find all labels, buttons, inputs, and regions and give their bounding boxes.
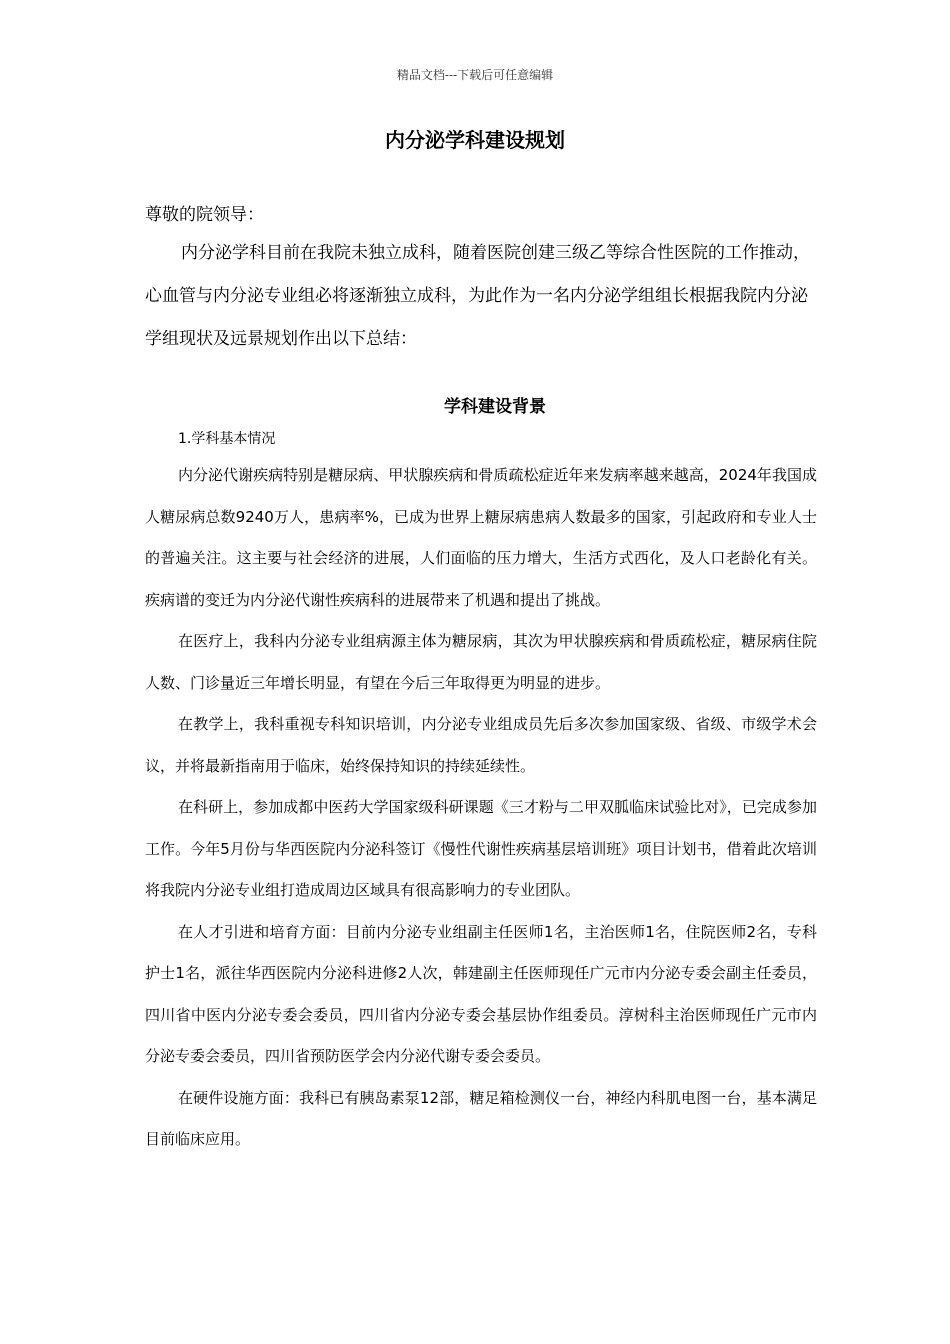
salutation: 尊敬的院领导： xyxy=(145,205,264,225)
intro-paragraph: 内分泌学科目前在我院未独立成科，随着医院创建三级乙等综合性医院的工作推动，心血管与内分泌专业组必将逐渐独立成科，为此作为一名内分泌学组组长根据我院内分泌学组现状及远景规划作出以下总结： xyxy=(145,243,810,349)
document-title: 内分泌学科建设规划 xyxy=(385,128,565,152)
subsection-heading: 1.学科基本情况 xyxy=(178,431,276,447)
paragraph-medical: 在医疗上，我科内分泌专业组病源主体为糖尿病，其次为甲状腺疾病和骨质疏松症，糖尿病住院人数、门诊量近三年增长明显，有望在今后三年取得更为明显的进步。 xyxy=(145,632,817,692)
section-heading: 学科建设背景 xyxy=(444,397,546,417)
paragraph-disease-background: 内分泌代谢疾病特别是糖尿病、甲状腺疾病和骨质疏松症近年来发病率越来越高，2024年我国成人糖尿病总数9240万人，患病率%，已成为世界上糖尿病患病人数最多的国家，引起政府和专业人士的普遍关注。这主要与社会经济的进展，人们面临的压力增大，生活方式西化，及人口老龄化有关。疾病谱的变迁为内分泌代谢性疾病科的进展带来了机遇和提出了挑战。 xyxy=(145,466,817,609)
paragraph-teaching: 在教学上，我科重视专科知识培训，内分泌专业组成员先后多次参加国家级、省级、市级学术会议，并将最新指南用于临床，始终保持知识的持续延续性。 xyxy=(145,715,817,775)
paragraph-hardware: 在硬件设施方面：我科已有胰岛素泵12部，糖足箱检测仪一台，神经内科肌电图一台，基本满足目前临床应用。 xyxy=(145,1088,817,1148)
body-text xyxy=(145,455,817,1161)
paragraph-talent: 在人才引进和培育方面：目前内分泌专业组副主任医师1名，主治医师1名，住院医师2名，专科护士1名，派往华西医院内分泌科进修2人次，韩建副主任医师现任广元市内分泌专委会副主任委员，四川省中医内分泌专委会委员，四川省内分泌专委会基层协作组委员。淳树科主治医师现任广元市内分泌专委会委员，四川省预防医学会内分泌代谢专委会委员。 xyxy=(145,922,817,1065)
header-note: 精品文档---下载后可任意编辑 xyxy=(396,68,554,82)
paragraph-research: 在科研上，参加成都中医药大学国家级科研课题《三才粉与二甲双胍临床试验比对》，已完成参加工作。今年5月份与华西医院内分泌科签订《慢性代谢性疾病基层培训班》项目计划书，借着此次培训将我院内分泌专业组打造成周边区域具有很高影响力的专业团队。 xyxy=(145,798,817,899)
